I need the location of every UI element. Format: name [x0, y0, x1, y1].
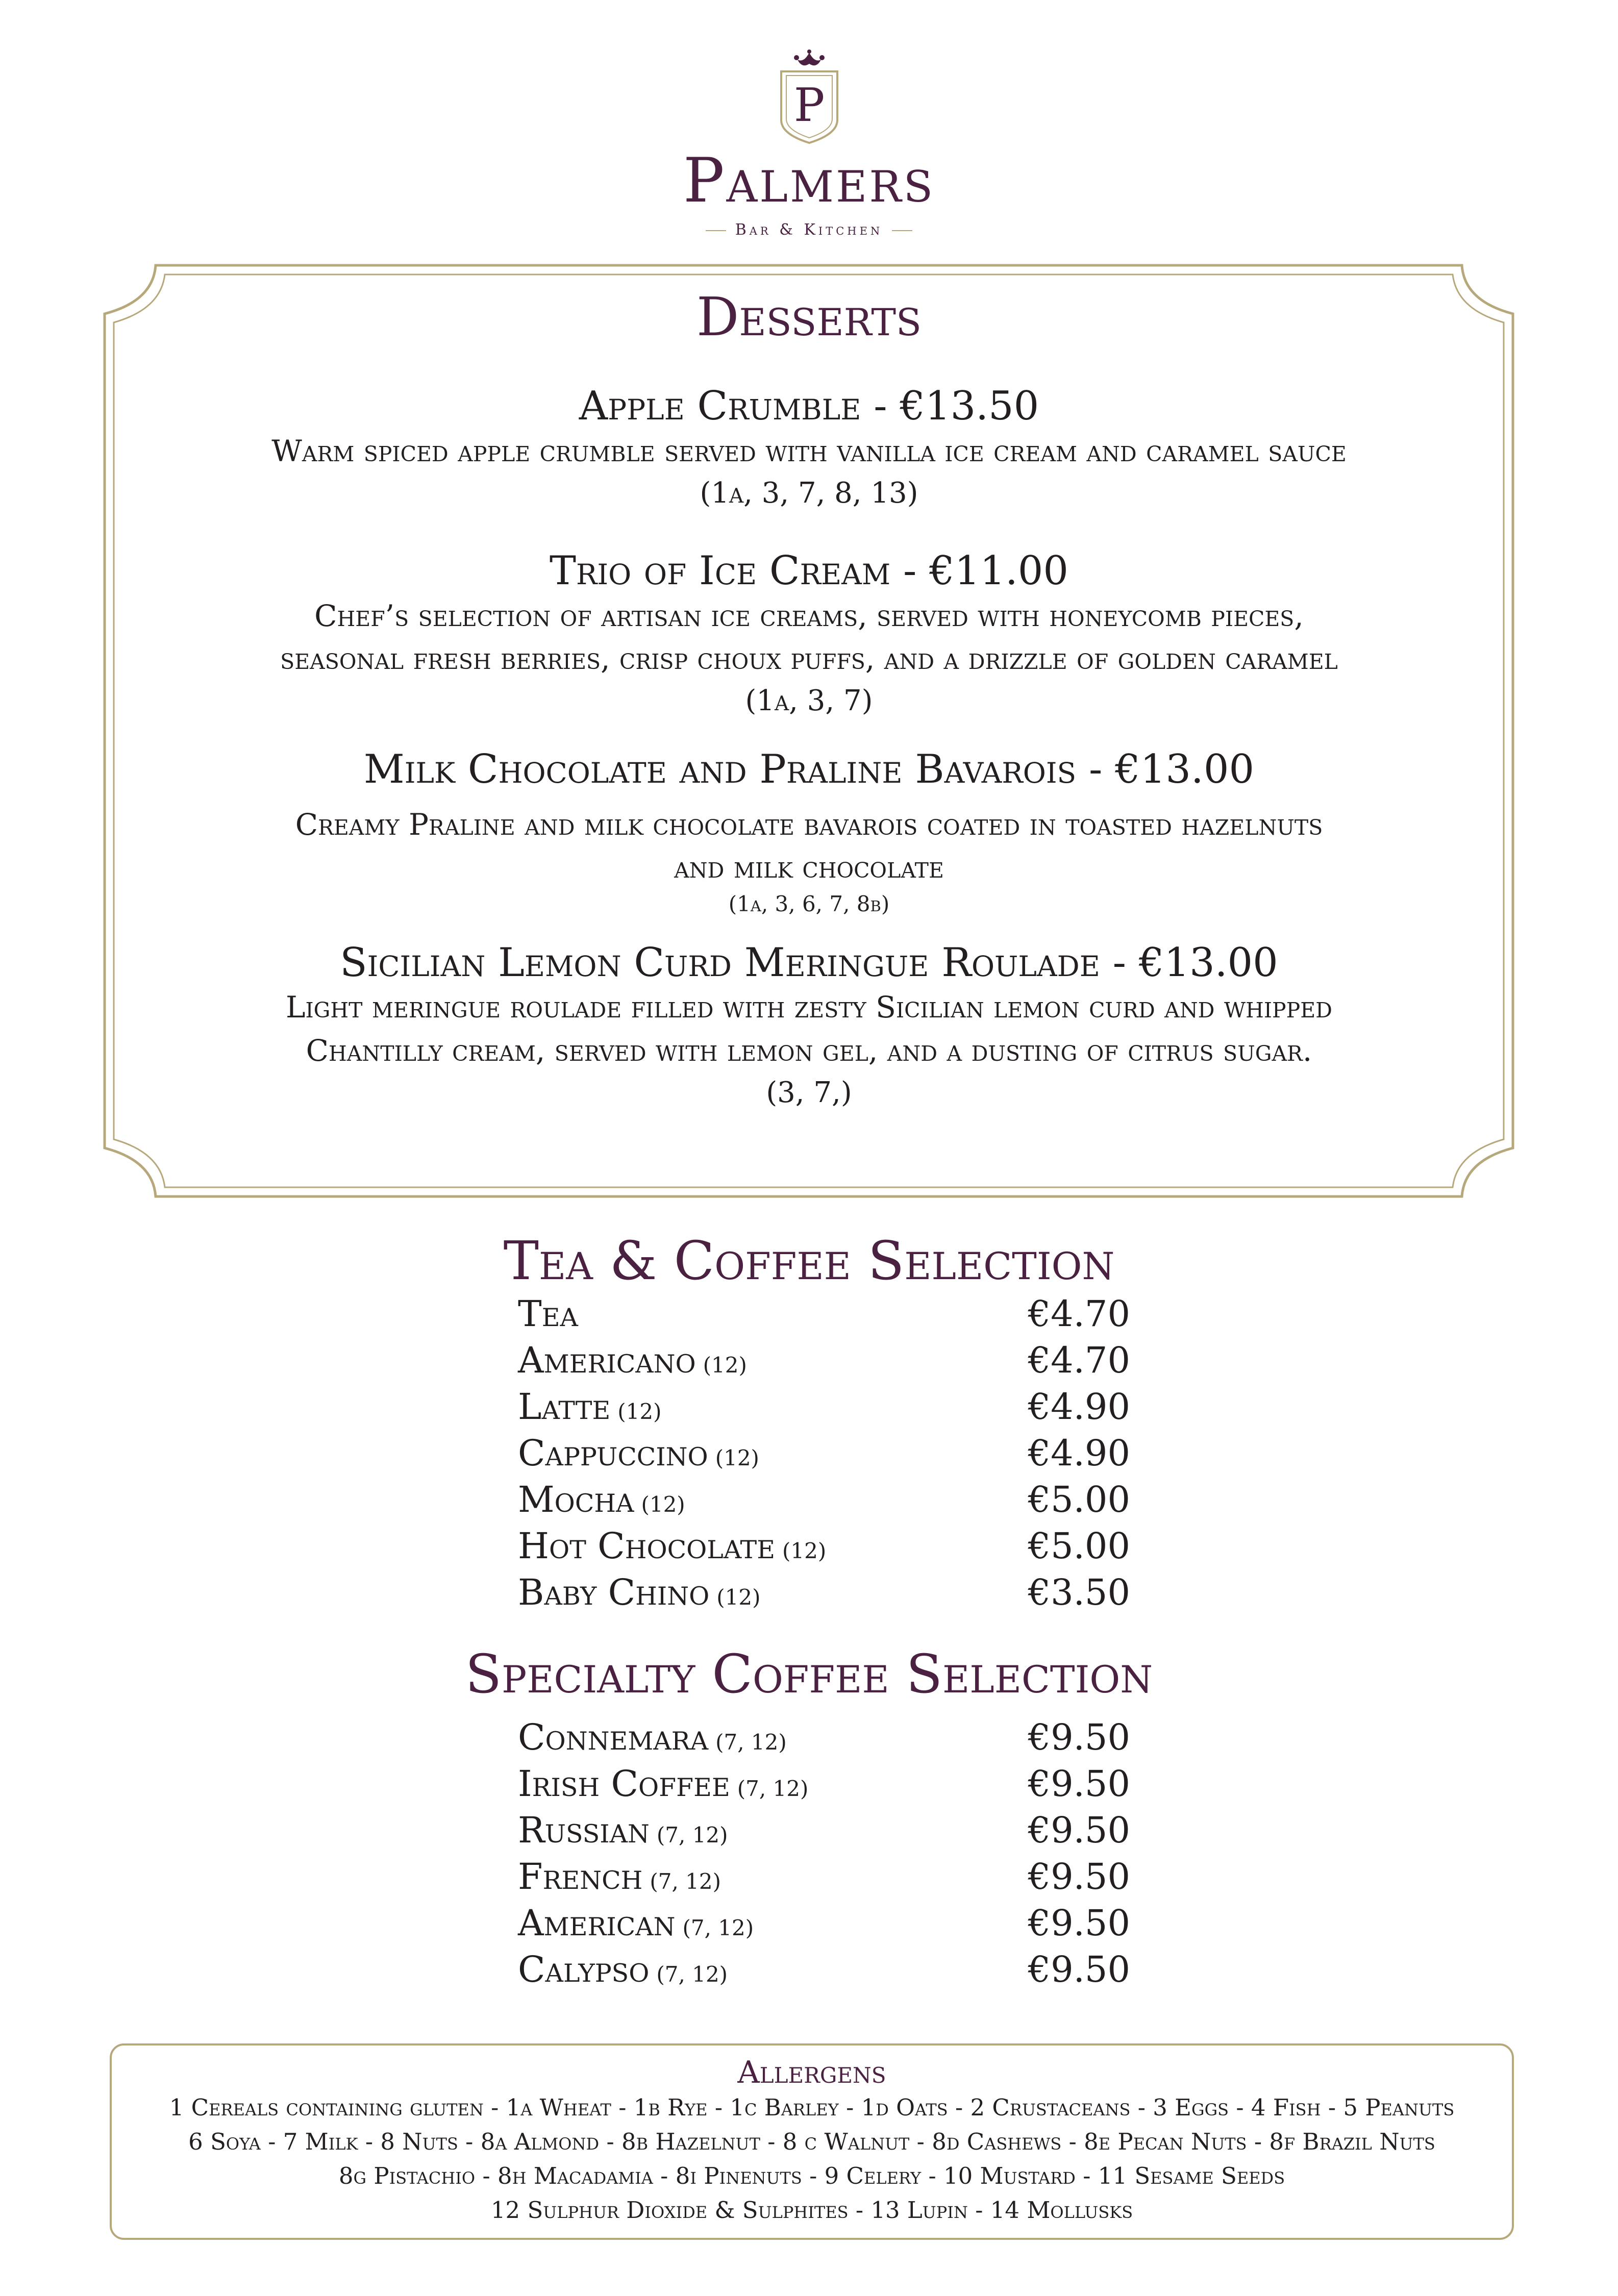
dessert-description: and milk chocolate [674, 850, 944, 885]
drink-name: Americano [518, 1339, 696, 1381]
drink-price: €5.00 [1028, 1479, 1130, 1520]
drink-row [518, 1384, 1130, 1430]
dessert-allergens: (3, 7,) [766, 1076, 852, 1109]
drink-allergens: (7, 12) [656, 1962, 728, 1987]
drink-allergens: (12) [617, 1399, 662, 1424]
drink-price: €3.50 [1028, 1571, 1130, 1613]
drink-row [518, 1761, 1130, 1807]
specialty-coffee-list [518, 1714, 1130, 1993]
drink-price: €9.50 [1028, 1856, 1130, 1898]
drink-price: €4.70 [1028, 1339, 1130, 1381]
dessert-allergens: (1a, 3, 6, 7, 8b) [728, 891, 890, 916]
drink-allergens: (12) [703, 1353, 747, 1378]
drink-allergens: (7, 12) [715, 1730, 787, 1755]
brand-subtitle-text: Bar & Kitchen [735, 221, 883, 239]
allergen-line: 1 Cereals containing gluten - 1a Wheat - 1b Rye - 1c Barley - 1d Oats - 2 Crustaceans - 3 Eggs - 4 Fish - 5 Peanuts [169, 2094, 1455, 2121]
dessert-allergens: (1a, 3, 7, 8, 13) [700, 476, 918, 510]
drink-price: €9.50 [1028, 1716, 1130, 1758]
dessert-description: seasonal fresh berries, crisp choux puffs, and a drizzle of golden caramel [280, 641, 1338, 676]
drink-allergens: (12) [782, 1538, 827, 1563]
desserts-section [153, 265, 1465, 1148]
dessert-allergens: (1a, 3, 7) [745, 684, 873, 717]
drink-price: €9.50 [1028, 1809, 1130, 1851]
drink-price: €9.50 [1028, 1902, 1130, 1944]
dessert-name: Milk Chocolate and Praline Bavarois - €13.00 [363, 746, 1255, 793]
drink-name: Mocha [518, 1479, 634, 1520]
drink-price: €9.50 [1028, 1763, 1130, 1805]
allergens-title: Allergens [737, 2055, 886, 2090]
dessert-description: Warm spiced apple crumble served with vanilla ice cream and caramel sauce [271, 433, 1347, 468]
allergens-box [110, 2043, 1514, 2240]
drink-price: €4.90 [1028, 1386, 1130, 1428]
dessert-description: Chantilly cream, served with lemon gel, and a dusting of citrus sugar. [306, 1033, 1312, 1068]
allergen-line: 8g Pistachio - 8h Macadamia - 8i Pinenuts - 9 Celery - 10 Mustard - 11 Sesame Seeds [338, 2162, 1285, 2189]
drink-allergens: (12) [716, 1585, 761, 1610]
dessert-description: Creamy Praline and milk chocolate bavarois coated in toasted hazelnuts [295, 807, 1323, 842]
drink-row [518, 1946, 1130, 1993]
drink-row [518, 1569, 1130, 1616]
desserts-title: Desserts [696, 286, 922, 348]
dessert-item [153, 548, 1465, 721]
specialty-coffee-title: Specialty Coffee Selection [465, 1643, 1153, 1705]
drink-allergens: (12) [641, 1492, 685, 1517]
drink-price: €4.90 [1028, 1432, 1130, 1474]
drink-row [518, 1854, 1130, 1900]
dessert-description: Chef’s selection of artisan ice creams, served with honeycomb pieces, [314, 598, 1304, 633]
drink-allergens: (12) [715, 1445, 759, 1470]
allergen-line: 12 Sulphur Dioxide & Sulphites - 13 Lupin - 14 Mollusks [490, 2197, 1133, 2224]
dessert-item [153, 384, 1465, 514]
allergen-line: 6 Soya - 7 Milk - 8 Nuts - 8a Almond - 8b Hazelnut - 8 c Walnut - 8d Cashews - 8e Pecan Nuts - 8f Brazil Nuts [188, 2128, 1435, 2155]
drink-name: Russian [518, 1809, 650, 1851]
dessert-name: Sicilian Lemon Curd Meringue Roulade - €13.00 [340, 939, 1278, 986]
drink-name: Tea [518, 1293, 578, 1335]
dessert-name: Apple Crumble - €13.50 [579, 383, 1039, 429]
drink-price: €4.70 [1028, 1293, 1130, 1335]
logo-letter: P [793, 79, 825, 132]
drink-name: Baby Chino [518, 1571, 710, 1613]
brand-name: Palmers [683, 145, 935, 216]
drink-allergens: (7, 12) [682, 1915, 754, 1940]
drink-row [518, 1477, 1130, 1523]
drink-row [518, 1807, 1130, 1854]
drink-row [518, 1430, 1130, 1477]
tea-coffee-title: Tea & Coffee Selection [503, 1230, 1115, 1292]
drink-row [518, 1900, 1130, 1946]
crest-shield-icon [771, 48, 848, 145]
dessert-item [153, 940, 1465, 1113]
dessert-description: Light meringue roulade filled with zesty Sicilian lemon curd and whipped [285, 990, 1333, 1025]
drink-price: €5.00 [1028, 1525, 1130, 1567]
drink-name: Connemara [518, 1716, 709, 1758]
drink-row [518, 1291, 1130, 1337]
drink-name: French [518, 1856, 643, 1898]
tea-coffee-list [518, 1291, 1130, 1616]
drink-row [518, 1523, 1130, 1569]
drink-name: Calypso [518, 1949, 650, 1990]
drink-name: Irish Coffee [518, 1763, 730, 1805]
drink-name: Latte [518, 1386, 611, 1428]
dessert-item [153, 747, 1465, 920]
drink-price: €9.50 [1028, 1949, 1130, 1990]
drink-row [518, 1714, 1130, 1761]
dessert-name: Trio of Ice Cream - €11.00 [549, 547, 1069, 594]
drink-allergens: (7, 12) [656, 1823, 728, 1848]
brand-subtitle [0, 221, 1618, 239]
drink-name: American [518, 1902, 676, 1944]
drink-allergens: (7, 12) [737, 1776, 809, 1801]
drink-allergens: (7, 12) [650, 1869, 721, 1894]
drink-name: Hot Chocolate [518, 1525, 775, 1567]
logo [0, 48, 1618, 239]
drink-name: Cappuccino [518, 1432, 708, 1474]
drink-row [518, 1337, 1130, 1384]
